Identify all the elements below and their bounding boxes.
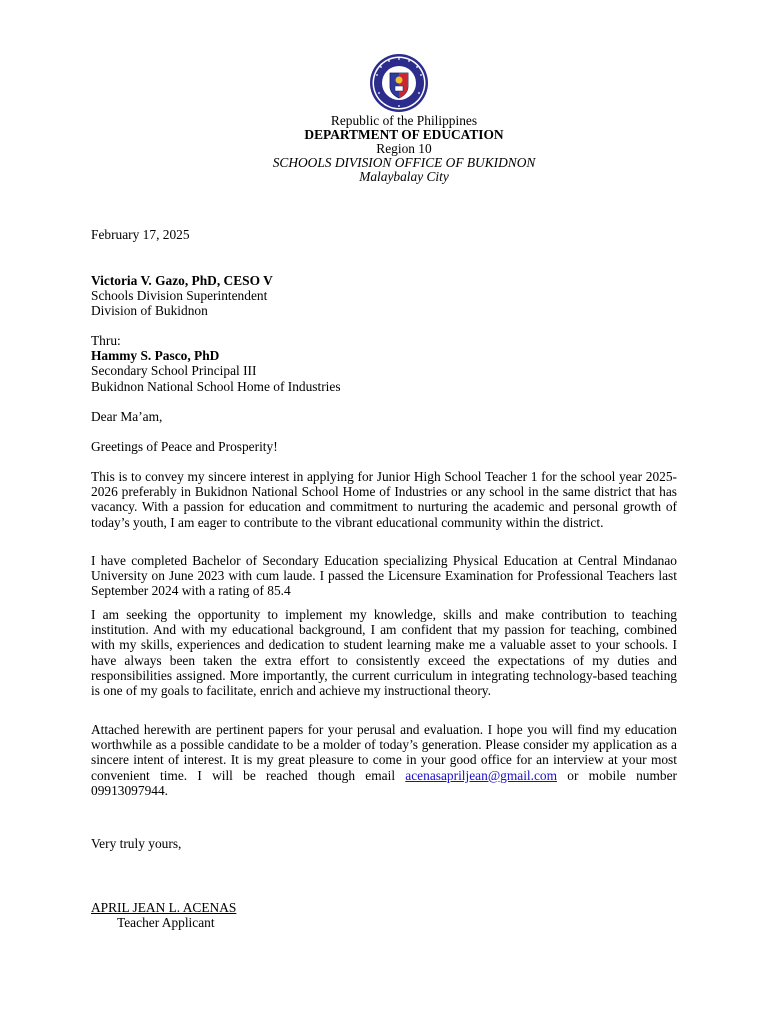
closing-text: Very truly yours, [91, 836, 182, 851]
thru-title: Secondary School Principal III [91, 363, 257, 379]
signature-block [91, 900, 677, 930]
salutation [91, 409, 677, 424]
thru-school: Bukidnon National School Home of Industries [91, 378, 341, 394]
paragraph-4-text: Attached herewith are pertinent papers for your perusal and evaluation. I hope you will find my education worthwhile as a possible candidate to be a molder of today’s generation. Please consider my application as a sincere intent of interest. It is my great pleasure to come in your good office for an interview at your most convenient time. I will be reached though email [91, 722, 677, 783]
recipient-block [91, 273, 677, 319]
date-text: February 17, 2025 [91, 227, 190, 242]
paragraph-4-tail: or mobile number 09913097944. [91, 767, 678, 798]
closing [91, 836, 677, 851]
thru-block [91, 333, 677, 394]
signature-title: Teacher Applicant [117, 915, 215, 931]
letter-date [91, 227, 677, 242]
recipient-title: Schools Division Superintendent [91, 288, 268, 304]
signature-name: APRIL JEAN L. ACENAS [91, 900, 237, 915]
email-link[interactable]: acenasapriljean@gmail.com [405, 767, 558, 783]
deped-seal-logo [359, 53, 439, 113]
letterhead-region: Region 10 [376, 141, 432, 156]
recipient-name: Victoria V. Gazo, PhD, CESO V [91, 273, 273, 288]
greeting [91, 439, 677, 454]
letterhead-division-office: SCHOOLS DIVISION OFFICE OF BUKIDNON [272, 155, 536, 170]
greeting-text: Greetings of Peace and Prosperity! [91, 439, 278, 454]
salutation-text: Dear Ma’am, [91, 409, 163, 424]
letterhead-city: Malaybalay City [359, 169, 449, 184]
thru-label: Thru: [91, 333, 121, 348]
paragraph-3: I am seeking the opportunity to implement my knowledge, skills and make contribution to teaching institution. And with my educational background, I am confident that my passion for teaching, combined with my skills, experiences and dedication to student learning make me a valuable asset to your schools. I have always been taken the extra effort to consistently exceed the expectations of my duties and responsibilities assigned. More importantly, the current curriculum in integrating technology-based teaching is one of my goals to facilitate, enrich and achieve my instructional theory. [91, 607, 677, 699]
recipient-office: Division of Bukidnon [91, 303, 208, 319]
letterhead [0, 114, 768, 184]
paragraph-4 [91, 722, 677, 798]
letterhead-department: DEPARTMENT OF EDUCATION [304, 127, 504, 142]
paragraph-1: This is to convey my sincere interest in applying for Junior High School Teacher 1 for the school year 2025-2026 preferably in Bukidnon National School Home of Industries or any school in the same district that has vacancy. With a passion for education and commitment to nurturing the academic and personal growth of today’s youth, I am eager to contribute to the vibrant educational community within the district. [91, 469, 677, 530]
letterhead-republic: Republic of the Philippines [330, 113, 478, 128]
paragraph-2: I have completed Bachelor of Secondary Education specializing Physical Education at Central Mindanao University on June 2023 with cum laude. I passed the Licensure Examination for Professional Teachers last September 2024 with a rating of 85.4 [91, 553, 677, 599]
thru-name: Hammy S. Pasco, PhD [91, 348, 220, 364]
